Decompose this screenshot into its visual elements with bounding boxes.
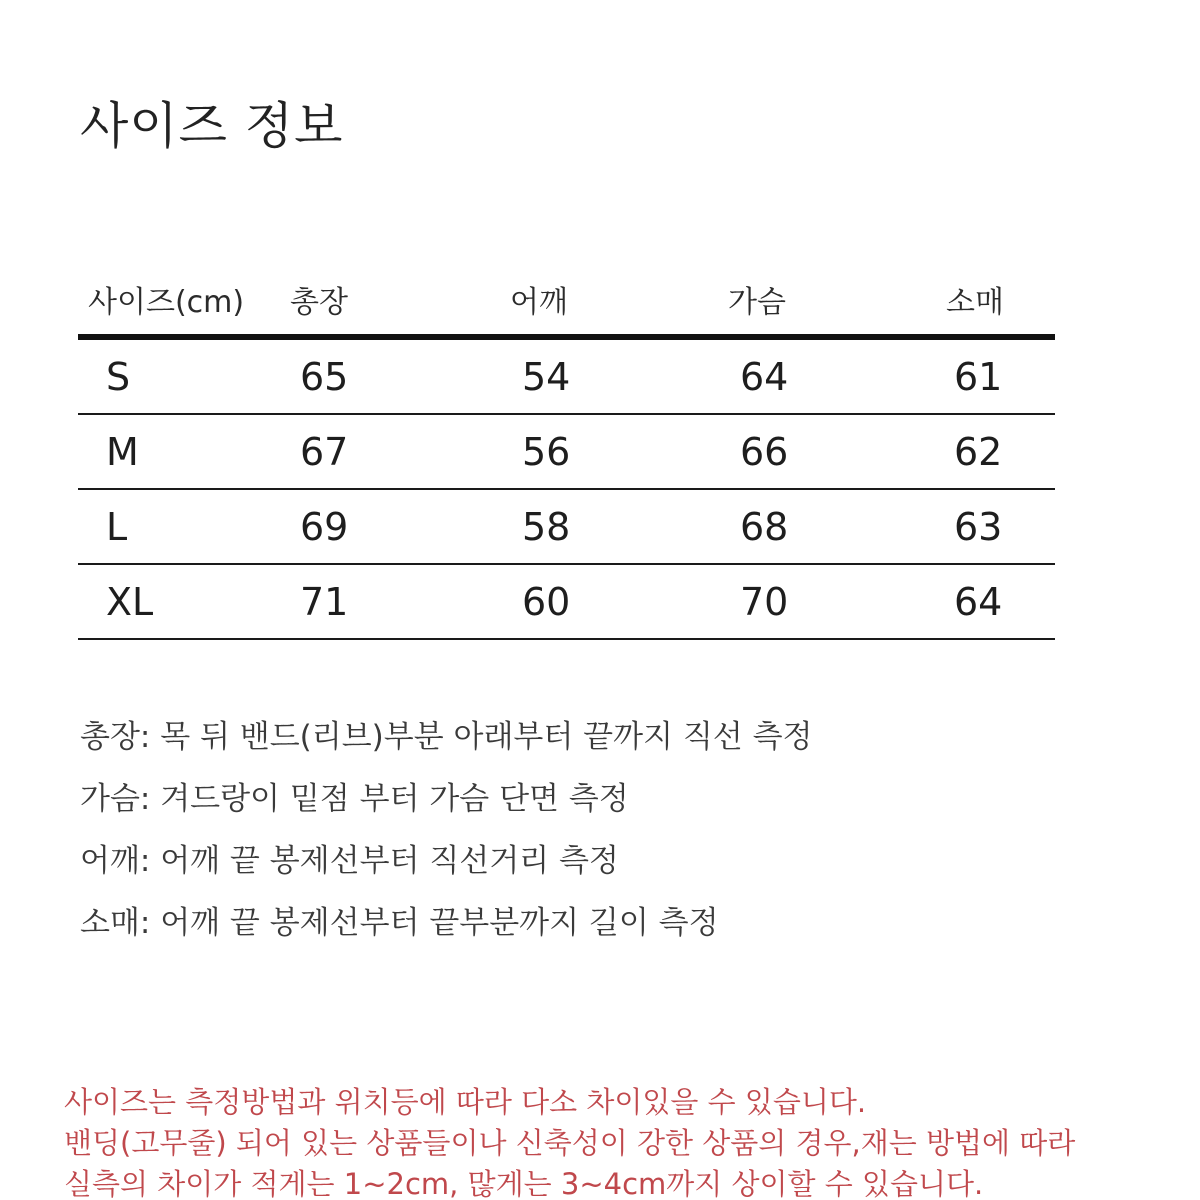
- sleeve-value: 64: [954, 579, 1003, 624]
- size-label: S: [106, 354, 131, 399]
- chest-value: 68: [740, 504, 789, 549]
- sleeve-value: 62: [954, 429, 1003, 474]
- size-label: L: [106, 504, 128, 549]
- header-size: 사이즈(cm): [88, 285, 245, 320]
- note-shoulder: 어깨: 어깨 끝 봉제선부터 직선거리 측정: [80, 843, 619, 879]
- size-label: XL: [106, 579, 154, 624]
- total-length-value: 65: [300, 354, 349, 399]
- disclaimer-line: 밴딩(고무줄) 되어 있는 상품들이나 신축성이 강한 상품의 경우,재는 방법에 따라: [64, 1126, 1076, 1160]
- table-row: [78, 490, 1055, 565]
- chest-value: 70: [740, 579, 789, 624]
- shoulder-value: 60: [522, 579, 571, 624]
- header-shoulder: 어깨: [510, 285, 568, 320]
- shoulder-value: 56: [522, 429, 571, 474]
- chest-value: 66: [740, 429, 789, 474]
- shoulder-value: 58: [522, 504, 571, 549]
- sleeve-value: 63: [954, 504, 1003, 549]
- size-disclaimer: [64, 1082, 1184, 1200]
- chest-value: 64: [740, 354, 789, 399]
- note-chest: 가슴: 겨드랑이 밑점 부터 가슴 단면 측정: [80, 781, 629, 817]
- page-title: 사이즈 정보: [80, 97, 344, 155]
- header-chest: 가슴: [728, 285, 786, 320]
- total-length-value: 69: [300, 504, 349, 549]
- total-length-value: 67: [300, 429, 349, 474]
- shoulder-value: 54: [522, 354, 571, 399]
- size-table: [78, 270, 1055, 640]
- table-header-row: [78, 270, 1055, 340]
- total-length-value: 71: [300, 579, 349, 624]
- disclaimer-line: 사이즈는 측정방법과 위치등에 따라 다소 차이있을 수 있습니다.: [64, 1085, 867, 1119]
- measurement-notes: [80, 712, 812, 960]
- table-row: [78, 565, 1055, 640]
- size-label: M: [106, 429, 139, 474]
- sleeve-value: 61: [954, 354, 1003, 399]
- header-sleeve: 소매: [946, 285, 1004, 320]
- note-sleeve: 소매: 어깨 끝 봉제선부터 끝부분까지 길이 측정: [80, 905, 719, 941]
- table-row: [78, 415, 1055, 490]
- table-row: [78, 340, 1055, 415]
- header-total-length: 총장: [290, 285, 348, 320]
- note-total-length: 총장: 목 뒤 밴드(리브)부분 아래부터 끝까지 직선 측정: [80, 719, 813, 755]
- disclaimer-line: 실측의 차이가 적게는 1~2cm, 많게는 3~4cm까지 상이할 수 있습니다.: [64, 1167, 984, 1200]
